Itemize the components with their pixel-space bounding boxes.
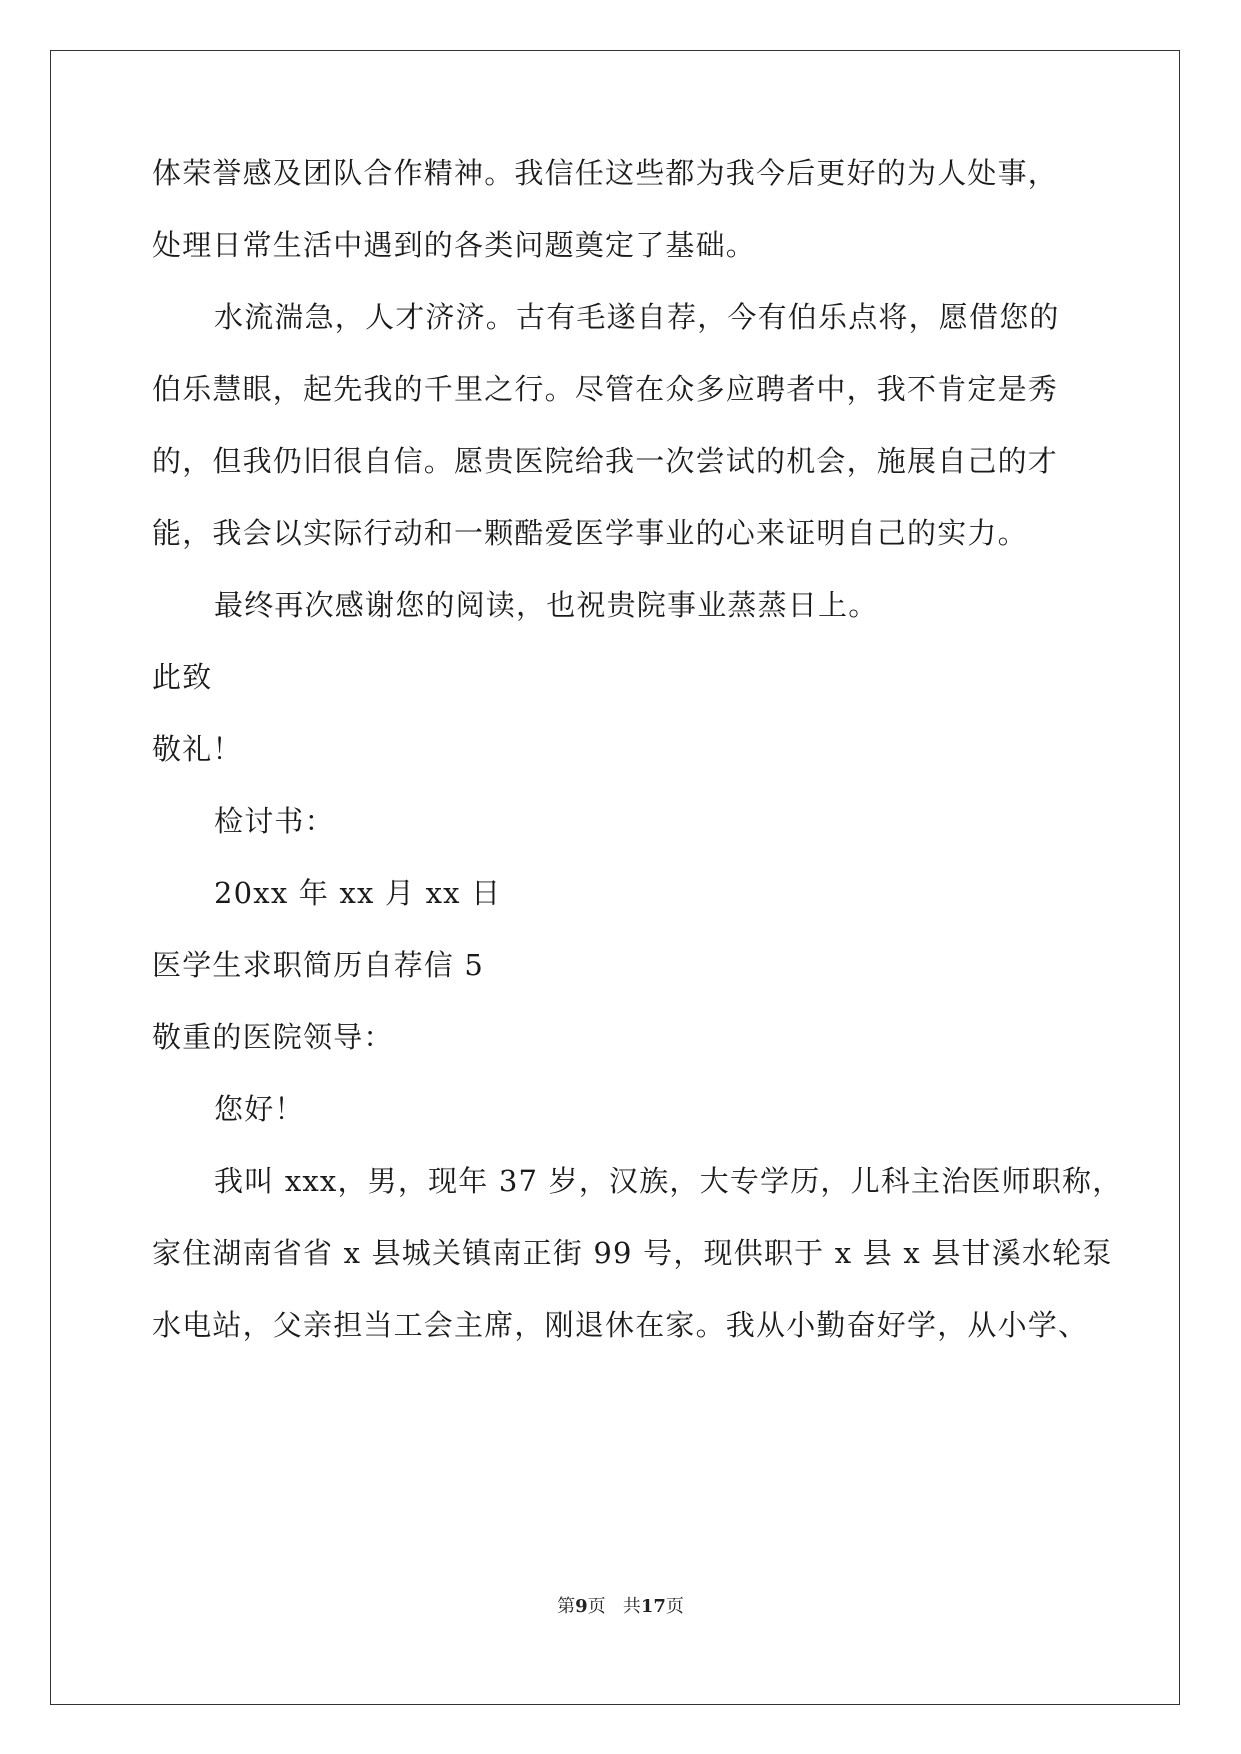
body-line: 水流湍急，人才济济。古有毛遂自荐，今有伯乐点将，愿借您的 (214, 300, 1060, 334)
closing-line: 此致 (152, 660, 213, 694)
body-line: 体荣誉感及团队合作精神。我信任这些都为我今后更好的为人处事， (152, 156, 1059, 190)
footer-total-number: 17 (640, 1596, 666, 1617)
footer-total-suffix: 页 (665, 1596, 684, 1617)
greeting-line: 您好！ (214, 1092, 305, 1126)
body-line: 处理日常生活中遇到的各类问题奠定了基础。 (152, 228, 757, 262)
date-line: 20xx 年 xx 月 xx 日 (214, 876, 502, 910)
body-line: 伯乐慧眼，起先我的千里之行。尽管在众多应聘者中，我不肯定是秀 (152, 372, 1059, 406)
body-line: 的，但我仍旧很自信。愿贵医院给我一次尝试的机会，施展自己的才 (152, 444, 1059, 478)
greeting-line: 敬重的医院领导： (152, 1020, 394, 1054)
page-footer (0, 1596, 1241, 1618)
footer-page-suffix: 页 (587, 1596, 606, 1617)
footer-page-number: 9 (575, 1596, 588, 1617)
body-line: 水电站，父亲担当工会主席，刚退休在家。我从小勤奋好学，从小学、 (152, 1308, 1089, 1342)
body-line: 我叫 xxx，男，现年 37 岁，汉族，大专学历，儿科主治医师职称， (214, 1164, 1123, 1198)
section-title: 医学生求职简历自荐信 5 (152, 948, 485, 982)
body-line: 能，我会以实际行动和一颗酷爱医学事业的心来证明自己的实力。 (152, 516, 1028, 550)
signature-line: 检讨书： (214, 804, 335, 838)
body-line: 最终再次感谢您的阅读，也祝贵院事业蒸蒸日上。 (214, 588, 879, 622)
footer-page-prefix: 第 (557, 1596, 576, 1617)
salutation-line: 敬礼！ (152, 732, 243, 766)
body-line: 家住湖南省省 x 县城关镇南正街 99 号，现供职于 x 县 x 县甘溪水轮泵 (152, 1236, 1113, 1270)
footer-total-prefix: 共 (622, 1596, 641, 1617)
